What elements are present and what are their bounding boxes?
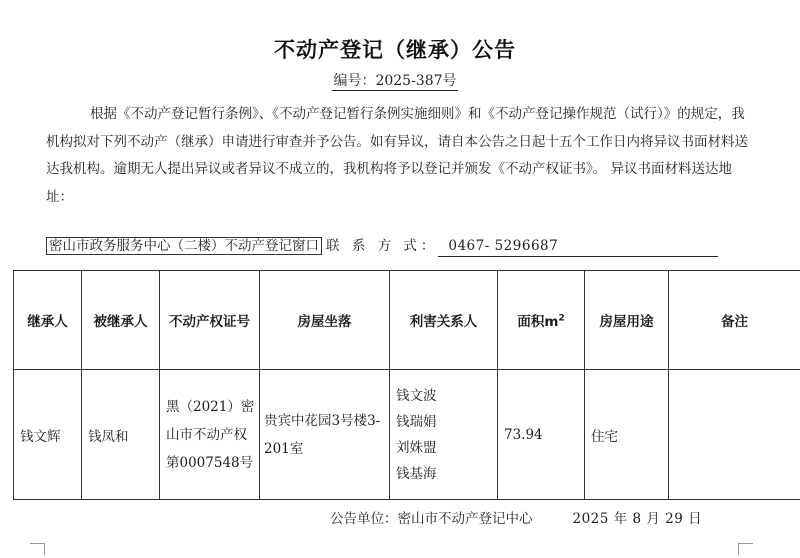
address-contact-line [46,236,718,256]
header-remarks: 备注 [669,271,800,370]
page-corner-mark [738,543,753,555]
contact-label: 联 系 方 式： [326,238,439,254]
delivery-address: 密山市政务服务中心（二楼）不动产登记窗口 [46,237,322,255]
header-certificate: 不动产权证号 [160,271,260,370]
cell-usage: 住宅 [585,370,669,500]
header-usage: 房屋用途 [585,271,669,370]
party-name: 刘姝盟 [396,439,437,456]
cell-location: 贵宾中花园3号楼3-201室 [260,370,390,500]
cell-heir: 钱文辉 [14,370,82,500]
page-corner-mark [30,543,45,555]
serial-text: 编号：2025-387号 [333,73,457,89]
notice-serial-number [0,71,790,91]
header-area [498,271,585,370]
header-location: 房屋坐落 [260,271,390,370]
cell-certificate: 黑（2021）密山市不动产权第0007548号 [160,370,260,500]
notice-date: 2025 年 8 月 29 日 [572,511,703,527]
table-header-row [14,271,800,370]
party-name: 钱文波 [396,387,437,404]
header-decedent: 被继承人 [82,271,160,370]
cell-parties [390,370,498,500]
header-heir: 继承人 [14,271,82,370]
party-name: 钱瑞娟 [396,413,437,430]
cell-decedent: 钱凤和 [82,370,160,500]
inheritance-table [13,270,800,500]
table-row [14,370,800,500]
cell-remarks [669,370,800,500]
header-area-label: 面积m [517,314,559,330]
notice-title: 不动产登记（继承）公告 [274,38,516,62]
header-parties: 利害关系人 [390,271,498,370]
party-name: 钱基海 [396,465,437,482]
notice-body-paragraph [46,101,748,211]
header-area-sup: 2 [558,313,565,324]
contact-phone: 0467- 5296687 [438,236,718,257]
notice-footer [330,509,702,529]
cell-area: 73.94 [498,370,585,500]
paragraph-text: 根据《不动产登记暂行条例》、《不动产登记暂行条例实施细则》和《不动产登记操作规范（试行）》的规定，我机构拟对下列不动产（继承）申请进行审查并予公告。如有异议，请自本公告之日起十五个工作日内将异议书面材料送达我机构。逾期无人提出异议或者异议不成立的，我机构将予以登记并颁发《不动产权证书》。 异议书面材料送达地址： [46,106,748,205]
issuing-unit: 公告单位：密山市不动产登记中心 [330,511,533,527]
